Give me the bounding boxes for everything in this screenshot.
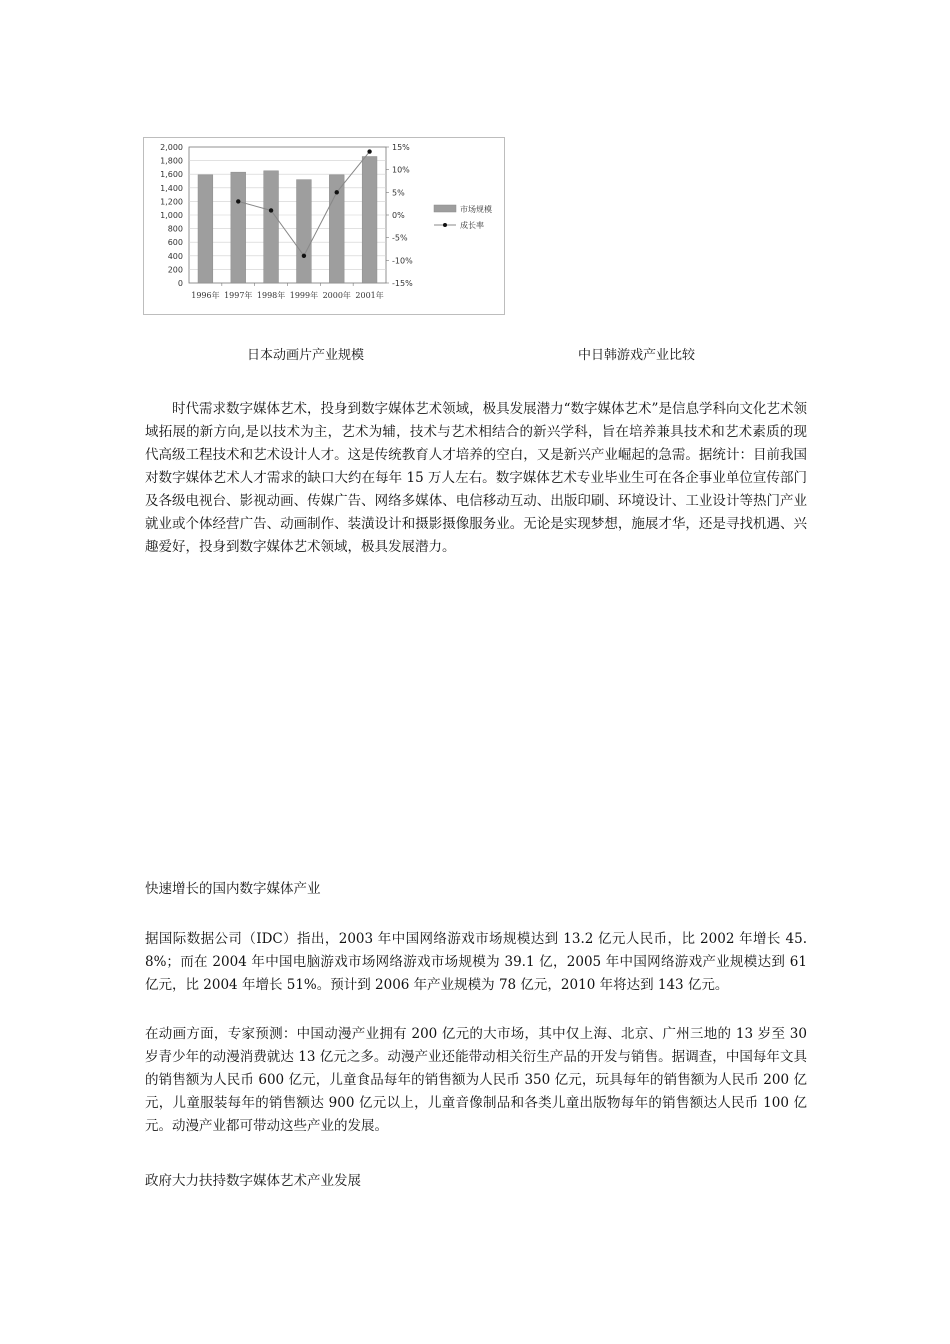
x-tick-label: 1996年 (191, 291, 220, 300)
y-left-tick-label: 1,000 (160, 211, 183, 220)
legend-line-label: 成长率 (460, 221, 484, 230)
growth-rate-point (335, 190, 339, 194)
y-right-tick-label: -5% (392, 233, 408, 243)
section-heading-government-support: 政府大力扶持数字媒体艺术产业发展 (145, 1173, 361, 1189)
chart-caption-left: 日本动画片产业规模 (247, 348, 365, 363)
y-left-tick-label: 1,600 (160, 170, 183, 180)
bar (231, 172, 246, 283)
growth-rate-point (302, 254, 306, 258)
paragraph-animation-market: 在动画方面，专家预测：中国动漫产业拥有 200 亿元的大市场，其中仅上海、北京、广州三地的 13 岁至 30 岁青少年的动漫消费就达 13 亿元之多。动漫产业还能带动相关衍生产品的开发与销售。据调查，中国每年文具的销售额为人民币 600 亿元，儿童食品每年的销售额为人民币 350 亿元，玩具每年的销售额为人民币 200 亿元，儿童服装每年的销售额达 900 亿元以上，儿童音像制品和各类儿童出版物每年的销售额达人民币 100 亿元。动漫产业都可带动这些产业的发展。 (145, 1026, 807, 1134)
x-tick-label: 1999年 (289, 291, 319, 300)
y-left-tick-label: 1,200 (160, 197, 183, 207)
y-left-tick-label: 600 (167, 238, 183, 248)
y-left-tick-label: 1,800 (160, 156, 183, 166)
legend-line-marker (443, 223, 447, 227)
japan-animation-chart (143, 137, 505, 315)
x-tick-label: 1998年 (256, 291, 286, 300)
y-right-tick-label: -10% (392, 256, 413, 266)
section-heading-domestic-growth: 快速增长的国内数字媒体产业 (145, 881, 321, 897)
growth-rate-point (269, 208, 273, 212)
x-tick-label: 1997年 (224, 291, 253, 300)
y-right-tick-label: -15% (392, 279, 413, 288)
bar (198, 175, 213, 283)
y-right-tick-label: 15% (392, 143, 410, 152)
x-tick-label: 2001年 (355, 291, 384, 300)
y-left-tick-label: 400 (167, 251, 183, 261)
legend-bar-label: 市场规模 (460, 205, 492, 214)
y-right-tick-label: 10% (392, 165, 410, 175)
growth-rate-point (236, 199, 240, 203)
y-left-tick-label: 1,400 (160, 183, 183, 193)
paragraph-digital-media-demand: 时代需求数字媒体艺术，投身到数字媒体艺术领域，极具发展潜力“数字媒体艺术”是信息学科向文化艺术领域拓展的新方向,是以技术为主，艺术为辅，技术与艺术相结合的新兴学科，旨在培养兼具技术和艺术素质的现代高级工程技术和艺术设计人才。这是传统教育人才培养的空白，又是新兴产业崛起的急需。据统计：目前我国对数字媒体艺术人才需求的缺口大约在每年 15 万人左右。数字媒体艺术专业毕业生可在各企事业单位宣传部门及各级电视台、影视动画、传媒广告、网络多媒体、电信移动互动、出版印刷、环境设计、工业设计等热门产业就业或个体经营广告、动画制作、装潢设计和摄影摄像服务业。无论是实现梦想，施展才华，还是寻找机遇、兴趣爱好，投身到数字媒体艺术领域，极具发展潜力。 (145, 401, 807, 555)
chart-caption-right: 中日韩游戏产业比较 (578, 348, 696, 363)
y-right-tick-label: 0% (392, 211, 405, 220)
bar (362, 157, 377, 283)
y-left-tick-label: 0 (177, 279, 183, 288)
y-left-tick-label: 2,000 (160, 143, 183, 152)
combo-bar-line-chart (144, 138, 504, 314)
y-right-tick-label: 5% (392, 188, 405, 198)
growth-rate-point (367, 149, 371, 153)
bar (297, 180, 312, 283)
legend-bar-swatch (434, 205, 456, 212)
paragraph-online-game-market: 据国际数据公司（IDC）指出，2003 年中国网络游戏市场规模达到 13.2 亿元人民币，比 2002 年增长 45.8%；而在 2004 年中国电脑游戏市场网络游戏市场规模为 39.1 亿，2005 年中国网络游戏产业规模达到 61 亿元，比 2004 年增长 51%。预计到 2006 年产业规模为 78 亿元，2010 年将达到 143 亿元。 (145, 931, 807, 993)
bar (264, 171, 279, 283)
y-left-tick-label: 800 (167, 224, 183, 234)
x-tick-label: 2000年 (322, 291, 351, 300)
y-left-tick-label: 200 (167, 265, 183, 275)
